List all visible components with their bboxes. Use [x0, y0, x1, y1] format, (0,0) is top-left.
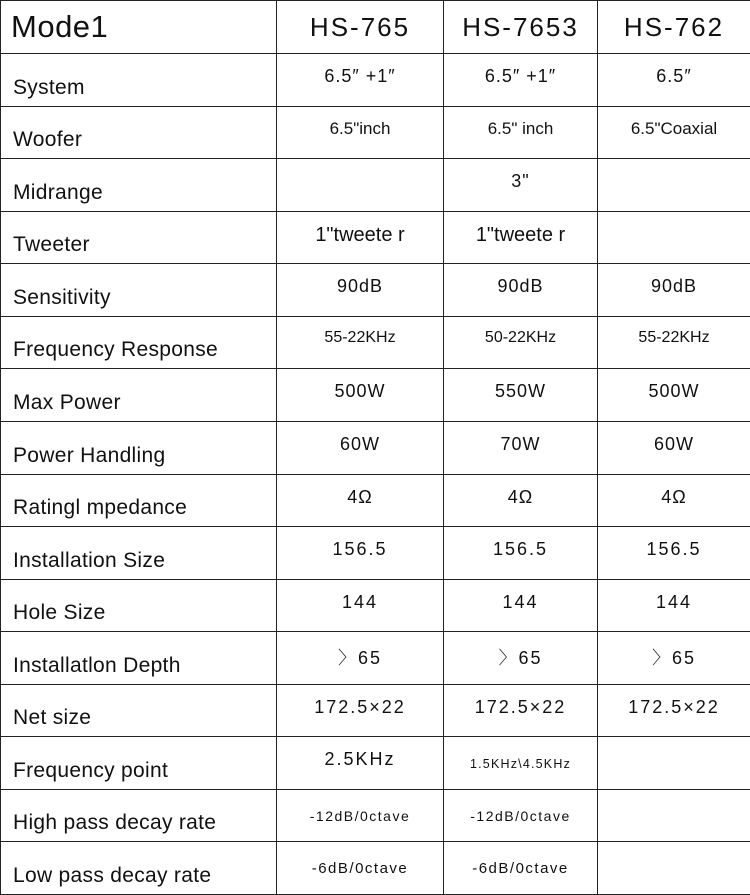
- cell-hs-765: 55-22KHz: [277, 316, 444, 369]
- cell-hs-762: [598, 211, 750, 264]
- row-power-handling: [1, 421, 750, 474]
- cell-hs-7653: 3": [444, 159, 598, 212]
- row-max-power: [1, 369, 750, 422]
- cell-hs-765: 6.5"inch: [277, 106, 444, 159]
- cell-hs-765: -12dB/0ctave: [277, 789, 444, 842]
- cell-hs-762: [598, 789, 750, 842]
- cell-hs-7653: 〉65: [444, 632, 598, 685]
- cell-hs-762: 90dB: [598, 264, 750, 317]
- row-label: Frequency point: [1, 737, 277, 790]
- cell-hs-765: 500W: [277, 369, 444, 422]
- cell-hs-762: 6.5″: [598, 54, 750, 107]
- cell-hs-762: 156.5: [598, 527, 750, 580]
- row-installation-size: [1, 527, 750, 580]
- row-woofer: [1, 106, 750, 159]
- cell-hs-765: -6dB/0ctave: [277, 842, 444, 895]
- row-label: Power Handling: [1, 421, 277, 474]
- row-hole-size: [1, 579, 750, 632]
- row-label: Midrange: [1, 159, 277, 212]
- cell-hs-7653: 144: [444, 579, 598, 632]
- cell-hs-7653: 550W: [444, 369, 598, 422]
- row-label: Tweeter: [1, 211, 277, 264]
- cell-hs-7653: -6dB/0ctave: [444, 842, 598, 895]
- row-label: Installatlon Depth: [1, 632, 277, 685]
- cell-hs-765: [277, 159, 444, 212]
- cell-hs-762: [598, 737, 750, 790]
- row-label: Net size: [1, 684, 277, 737]
- row-tweeter: [1, 211, 750, 264]
- row-label: Frequency Response: [1, 316, 277, 369]
- cell-hs-765: 1"tweete r: [277, 211, 444, 264]
- cell-hs-765: 〉65: [277, 632, 444, 685]
- cell-hs-762: 55-22KHz: [598, 316, 750, 369]
- row-label: Sensitivity: [1, 264, 277, 317]
- cell-hs-765: 60W: [277, 421, 444, 474]
- row-sensitivity: [1, 264, 750, 317]
- cell-hs-765: 6.5″ +1″: [277, 54, 444, 107]
- row-label: High pass decay rate: [1, 789, 277, 842]
- row-installation-depth: [1, 632, 750, 685]
- row-system: [1, 54, 750, 107]
- row-label: Ratingl mpedance: [1, 474, 277, 527]
- row-label: System: [1, 54, 277, 107]
- cell-hs-762: 144: [598, 579, 750, 632]
- row-low-pass-decay-rate: [1, 842, 750, 895]
- cell-hs-7653: 1.5KHz\4.5KHz: [444, 737, 598, 790]
- header-model-hs-7653: HS-7653: [444, 1, 598, 54]
- cell-hs-765: 90dB: [277, 264, 444, 317]
- row-high-pass-decay-rate: [1, 789, 750, 842]
- cell-hs-762: 〉65: [598, 632, 750, 685]
- row-midrange: [1, 159, 750, 212]
- cell-hs-7653: 50-22KHz: [444, 316, 598, 369]
- cell-hs-765: 4Ω: [277, 474, 444, 527]
- header-model-hs-762: HS-762: [598, 1, 750, 54]
- cell-hs-7653: 1"tweete r: [444, 211, 598, 264]
- cell-hs-7653: 156.5: [444, 527, 598, 580]
- cell-hs-7653: 70W: [444, 421, 598, 474]
- cell-hs-765: 144: [277, 579, 444, 632]
- row-label: Woofer: [1, 106, 277, 159]
- cell-hs-762: [598, 842, 750, 895]
- cell-hs-765: 172.5×22: [277, 684, 444, 737]
- cell-hs-762: 4Ω: [598, 474, 750, 527]
- cell-hs-7653: -12dB/0ctave: [444, 789, 598, 842]
- row-rating-impedance: [1, 474, 750, 527]
- row-label: Installation Size: [1, 527, 277, 580]
- header-model-hs-765: HS-765: [277, 1, 444, 54]
- row-frequency-response: [1, 316, 750, 369]
- cell-hs-7653: 4Ω: [444, 474, 598, 527]
- header-row: [1, 1, 750, 54]
- cell-hs-762: 500W: [598, 369, 750, 422]
- cell-hs-7653: 6.5" inch: [444, 106, 598, 159]
- row-label: Low pass decay rate: [1, 842, 277, 895]
- cell-hs-7653: 6.5″ +1″: [444, 54, 598, 107]
- cell-hs-765: 2.5KHz: [277, 737, 444, 790]
- row-frequency-point: [1, 737, 750, 790]
- row-label: Max Power: [1, 369, 277, 422]
- cell-hs-762: 6.5"Coaxial: [598, 106, 750, 159]
- row-net-size: [1, 684, 750, 737]
- cell-hs-762: 60W: [598, 421, 750, 474]
- cell-hs-765: 156.5: [277, 527, 444, 580]
- cell-hs-762: 172.5×22: [598, 684, 750, 737]
- cell-hs-7653: 172.5×22: [444, 684, 598, 737]
- cell-hs-7653: 90dB: [444, 264, 598, 317]
- cell-hs-762: [598, 159, 750, 212]
- header-model-label: Mode1: [1, 1, 277, 54]
- row-label: Hole Size: [1, 579, 277, 632]
